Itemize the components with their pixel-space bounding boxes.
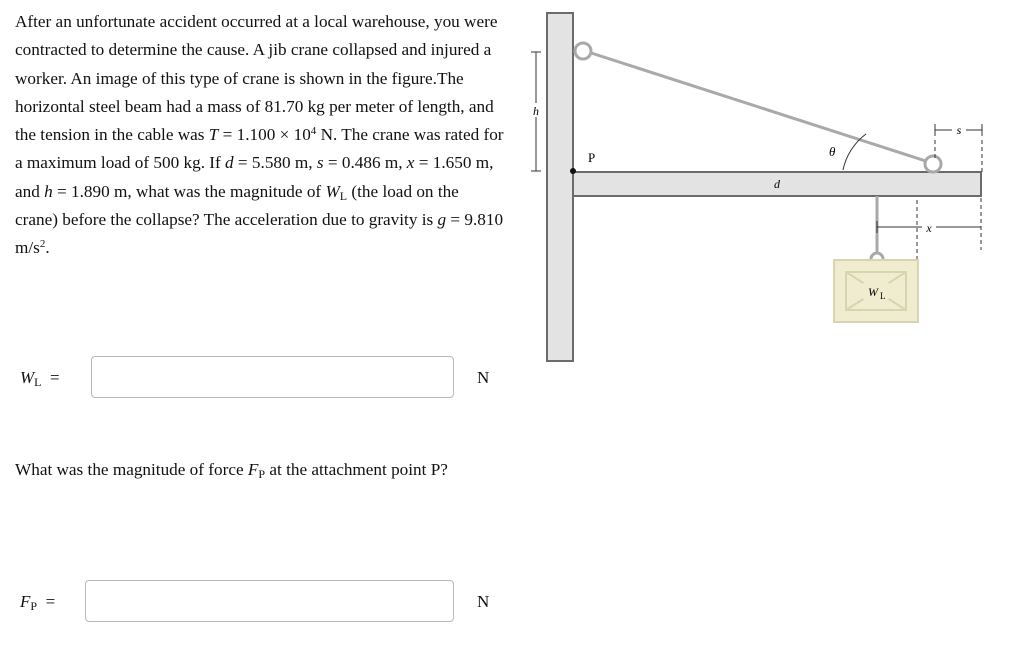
wl-label: WL = bbox=[20, 368, 60, 389]
tension-symbol: T bbox=[208, 125, 219, 145]
theta-label: θ bbox=[829, 144, 836, 159]
h-label: h bbox=[533, 104, 539, 118]
s-label: s bbox=[956, 123, 962, 137]
h-dimension bbox=[529, 52, 543, 171]
d-label: d bbox=[774, 177, 780, 191]
question-fp: What was the magnitude of force FP at the attachment point P? bbox=[15, 460, 448, 481]
wl-figure-label: W bbox=[868, 285, 878, 299]
problem-paragraph: After an unfortunate accident occurred at a local warehouse, you were contracted to determine the cause. A jib crane collapsed and injured a worker. An image of this type of crane is shown in the figure.The horizontal steel beam had a mass of 81.70 kg per meter of length, and the tension in the cable was $T = 1.100 \times 10^4$ N. The crane was rated for a maximum load of 500 kg. If d = 5.580 m, s = 0.486 m, x = 1.650 m, and h = 1.890 m, what was the magnitude of WL (the load on the crane) before the collapse? The acceleration due to gravity is g = 9.810 $m/s^2$. bbox=[15, 12, 504, 258]
end-hook bbox=[925, 156, 941, 172]
g-value: 9.810 m/s bbox=[15, 210, 504, 258]
h-value: 1.890 m, what was the magnitude of bbox=[71, 181, 322, 201]
wl-figure-subscript: L bbox=[880, 291, 886, 301]
load-crate bbox=[834, 260, 918, 322]
wl-unit: N bbox=[477, 368, 490, 387]
top-hook bbox=[575, 43, 591, 59]
vertical-post bbox=[547, 13, 573, 361]
d-dimension bbox=[768, 176, 786, 191]
cable bbox=[585, 51, 932, 163]
point-p-dot bbox=[570, 168, 576, 174]
d-value: 5.580 m, bbox=[251, 153, 313, 173]
x-label: x bbox=[926, 221, 932, 235]
fp-unit: N bbox=[477, 592, 490, 611]
fp-label: FP = bbox=[20, 592, 56, 613]
tension-value: 1.100 × 10 bbox=[236, 125, 311, 145]
s-value: 0.486 m, bbox=[341, 153, 403, 173]
x-value: 1.650 m, and bbox=[15, 153, 494, 201]
point-p-label: P bbox=[588, 150, 596, 165]
